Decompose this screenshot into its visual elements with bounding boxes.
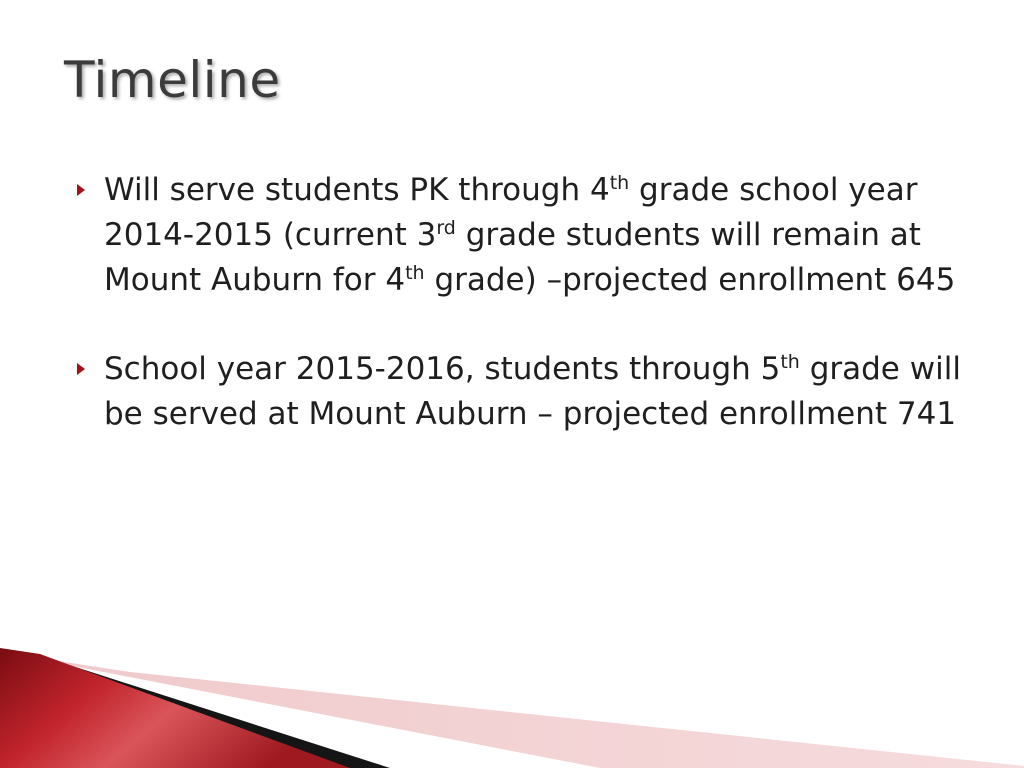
bullet-item: [74, 168, 974, 303]
slide-title: Timeline: [64, 51, 281, 109]
triangle-right-icon: [77, 363, 85, 375]
swoosh-pink-band: [0, 652, 1024, 768]
superscript: rd: [436, 217, 456, 239]
triangle-right-icon: [77, 184, 85, 196]
swoosh-dark-band: [0, 656, 390, 768]
superscript: th: [609, 172, 630, 194]
superscript: th: [405, 262, 425, 284]
superscript: th: [780, 351, 800, 373]
bullet-text: School year 2015-2016, students through 5th grade will be served at Mount Auburn – projected enrollment 741: [104, 351, 961, 432]
bullet-text: Will serve students PK through 4th grade school year 2014-2015 (current 3rd grade students will remain at Mount Auburn for 4th grade) –projected enrollment 645: [104, 172, 956, 298]
bullet-list: [74, 168, 974, 481]
swoosh-red-band: [0, 648, 350, 768]
bullet-item: [74, 347, 974, 437]
